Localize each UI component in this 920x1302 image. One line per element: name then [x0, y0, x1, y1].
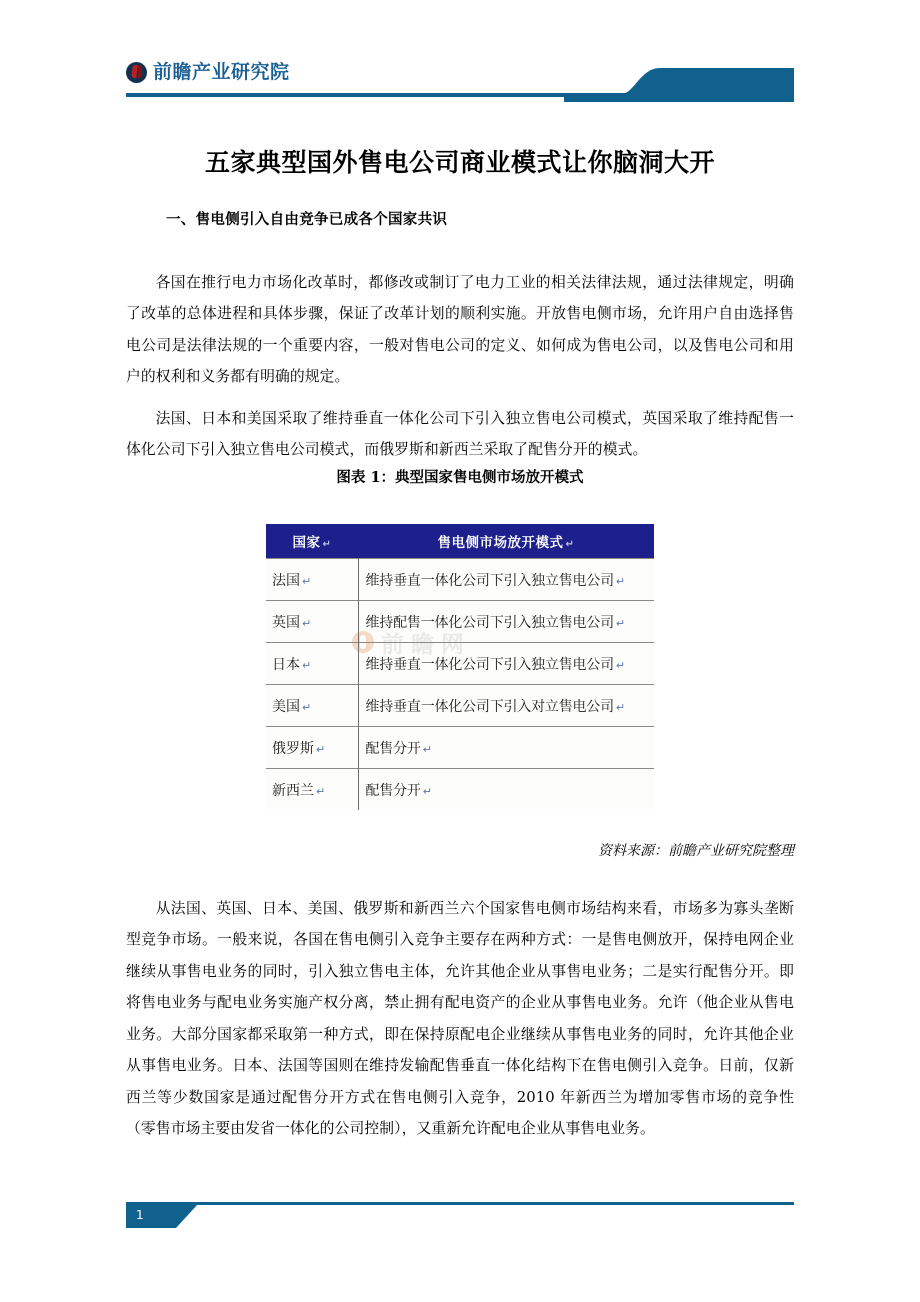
pilcrow-icon: ↵ [615, 658, 625, 672]
pilcrow-icon: ↵ [302, 574, 312, 588]
cell-country-label: 新西兰 [272, 782, 314, 799]
table-row [266, 559, 654, 601]
page-number: 1 [136, 1208, 144, 1222]
pilcrow-icon: ↵ [615, 574, 625, 588]
cell-country [266, 685, 358, 727]
pilcrow-icon: ↵ [302, 616, 312, 630]
cell-country-label: 法国 [272, 572, 300, 589]
page-header [126, 60, 794, 112]
cell-mode-label: 维持配售一体化公司下引入独立售电公司 [365, 614, 614, 631]
column-header-mode [358, 524, 654, 559]
cell-mode [358, 643, 654, 685]
pilcrow-icon: ↵ [316, 742, 326, 756]
cell-country-label: 日本 [272, 656, 300, 673]
cell-mode [358, 769, 654, 811]
pilcrow-icon: ↵ [322, 539, 332, 550]
pilcrow-icon: ↵ [422, 784, 432, 798]
header-divider [126, 93, 794, 97]
cell-mode-label: 维持垂直一体化公司下引入独立售电公司 [365, 572, 614, 589]
page-footer [126, 1202, 794, 1238]
table-header-row [266, 524, 654, 559]
body-paragraph-2: 法国、日本和美国采取了维持垂直一体化公司下引入独立售电公司模式，英国采取了维持配售一体化公司下引入独立售电公司模式，而俄罗斯和新西兰采取了配售分开的模式。 [126, 409, 794, 459]
brand-logo-label: 前瞻产业研究院 [153, 61, 290, 83]
cell-mode [358, 559, 654, 601]
pilcrow-icon: ↵ [302, 700, 312, 714]
column-header-country-label: 国家 [292, 535, 321, 551]
cell-mode [358, 685, 654, 727]
figure-caption: 图表 1：典型国家售电侧市场放开模式 [336, 469, 584, 486]
table-body [266, 559, 654, 811]
cell-mode [358, 601, 654, 643]
table-row [266, 685, 654, 727]
cell-country [266, 769, 358, 811]
column-header-mode-label: 售电侧市场放开模式 [437, 535, 564, 551]
pilcrow-icon: ↵ [615, 700, 625, 714]
cell-mode-label: 配售分开 [365, 782, 421, 799]
brand-logo [126, 62, 290, 83]
table-row [266, 727, 654, 769]
cell-mode [358, 727, 654, 769]
cell-mode-label: 维持垂直一体化公司下引入独立售电公司 [365, 656, 614, 673]
cell-country [266, 559, 358, 601]
body-paragraph-1: 各国在推行电力市场化改革时，都修改或制订了电力工业的相关法律法规，通过法律规定，明确了改革的总体进程和具体步骤，保证了改革计划的顺利实施。开放售电侧市场，允许用户自由选择售电公司是法律法规的一个重要内容，一般对售电公司的定义、如何成为售电公司，以及售电公司和用户的权利和义务都有明确的规定。 [126, 273, 794, 386]
watermark-label: 前瞻网 [381, 631, 471, 658]
column-header-country [266, 524, 358, 559]
cell-mode-label: 维持垂直一体化公司下引入对立售电公司 [365, 698, 614, 715]
pilcrow-icon: ↵ [302, 658, 312, 672]
cell-mode-label: 配售分开 [365, 740, 421, 757]
prospective-circle-logo-icon [126, 62, 147, 83]
market-liberalization-table [266, 524, 654, 810]
section-heading: 一、售电侧引入自由竞争已成各个国家共识 [166, 211, 448, 229]
cell-country [266, 727, 358, 769]
cell-country [266, 643, 358, 685]
page-title: 五家典型国外售电公司商业模式让你脑洞大开 [204, 147, 715, 177]
table-header [266, 524, 654, 559]
table-row [266, 601, 654, 643]
table-row [266, 769, 654, 811]
pilcrow-icon: ↵ [615, 616, 625, 630]
cell-country [266, 601, 358, 643]
pilcrow-icon: ↵ [565, 539, 575, 550]
table-row [266, 643, 654, 685]
pilcrow-icon: ↵ [422, 742, 432, 756]
figure-table-container [266, 524, 654, 810]
cell-country-label: 美国 [272, 698, 300, 715]
cell-country-label: 英国 [272, 614, 300, 631]
body-paragraph-3: 从法国、英国、日本、美国、俄罗斯和新西兰六个国家售电侧市场结构来看，市场多为寡头垄断型竞争市场。一般来说，各国在售电侧引入竞争主要存在两种方式：一是售电侧放开，保持电网企业继续从事售电业务的同时，引入独立售电主体，允许其他企业从事售电业务；二是实行配售分开。即将售电业务与配电业务实施产权分离，禁止拥有配电资产的企业从事售电业务。允许（他企业从售电业务。大部分国家都采取第一种方式，即在保持原配电企业继续从事售电业务的同时，允许其他企业从事售电业务。日本、法国等国则在维持发输配售垂直一体化结构下在售电侧引入竞争。日前，仅新西兰等少数国家是通过配售分开方式在售电侧引入竞争，2010 年新西兰为增加零售市场的竞争性（零售市场主要由发省一体化的公司控制），又重新允许配电企业从事售电业务。 [126, 899, 794, 1138]
cell-country-label: 俄罗斯 [272, 740, 314, 757]
figure-source-note: 资料来源：前瞻产业研究院整理 [598, 843, 794, 859]
pilcrow-icon: ↵ [316, 784, 326, 798]
footer-divider [126, 1202, 794, 1205]
